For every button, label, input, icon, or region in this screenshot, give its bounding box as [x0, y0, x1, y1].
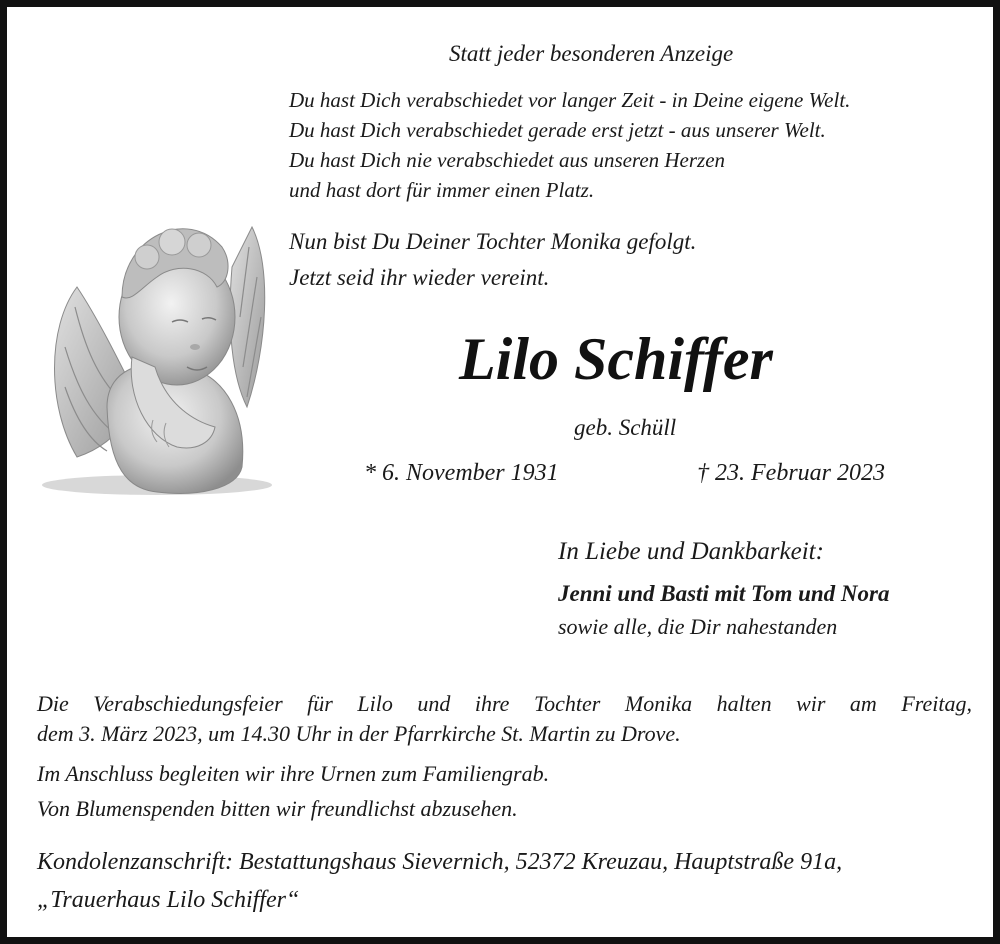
- condolence-address: Kondolenzanschrift: Bestattungshaus Sievernich, 52372 Kreuzau, Hauptstraße 91a,: [37, 849, 843, 875]
- deceased-name: Lilo Schiffer: [459, 326, 773, 392]
- ceremony-line-3: Im Anschluss begleiten wir ihre Urnen zum Familiengrab.: [37, 761, 550, 786]
- birth-date: * 6. November 1931: [364, 460, 559, 486]
- condolence-house: „Trauerhaus Lilo Schiffer“: [37, 887, 300, 913]
- follow-line-1: Nun bist Du Deiner Tochter Monika gefolgt.: [289, 229, 697, 254]
- ceremony-line-4: Von Blumenspenden bitten wir freundlichst abzusehen.: [37, 796, 518, 821]
- poem-line-4: und hast dort für immer einen Platz.: [289, 178, 595, 202]
- mourners-intro: In Liebe und Dankbarkeit:: [558, 538, 824, 565]
- notice-subtitle: Statt jeder besonderen Anzeige: [449, 41, 734, 66]
- ceremony-line-1: Die Verabschiedungsfeier für Lilo und ihre Tochter Monika halten wir am Freitag,: [37, 691, 972, 716]
- mourners-others: sowie alle, die Dir nahestanden: [558, 614, 838, 639]
- angel-image: [37, 207, 277, 507]
- poem-line-2: Du hast Dich verabschiedet gerade erst jetzt - aus unserer Welt.: [289, 118, 826, 142]
- poem-line-3: Du hast Dich nie verabschiedet aus unseren Herzen: [289, 148, 726, 172]
- death-date: † 23. Februar 2023: [697, 460, 885, 486]
- follow-line-2: Jetzt seid ihr wieder vereint.: [289, 265, 550, 290]
- maiden-name: geb. Schüll: [574, 415, 677, 440]
- mourners-names: Jenni und Basti mit Tom und Nora: [558, 581, 890, 606]
- poem-line-1: Du hast Dich verabschiedet vor langer Zeit - in Deine eigene Welt.: [289, 88, 851, 112]
- ceremony-line-2: dem 3. März 2023, um 14.30 Uhr in der Pfarrkirche St. Martin zu Drove.: [37, 721, 681, 746]
